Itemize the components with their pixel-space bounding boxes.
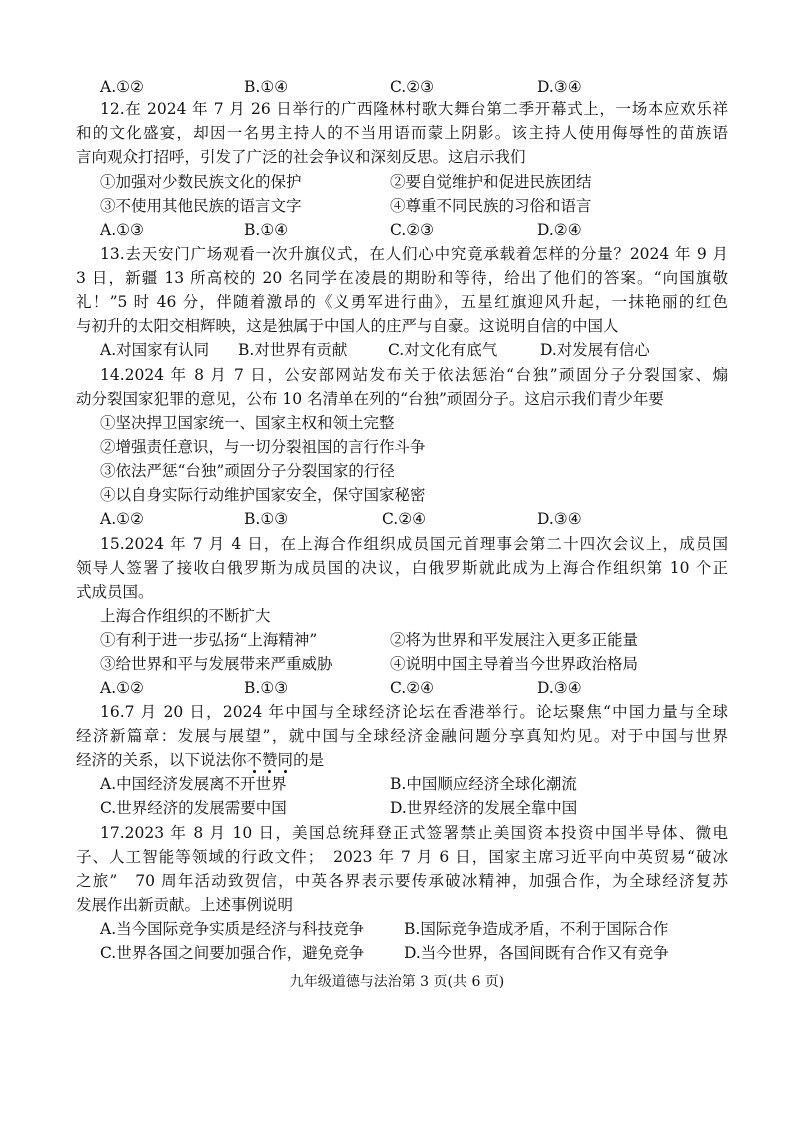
q12-option-a: A.①③ <box>100 221 144 239</box>
q16-stem-pre: 经济的关系，以下说法你 <box>76 751 247 769</box>
q14-statement-4: ④以自身实际行动维护国家安全，保守国家秘密 <box>100 486 426 504</box>
q15-option-d: D.③④ <box>537 679 582 697</box>
q17-stem-line-3: 之旅” 70 周年活动致贺信，中英各界表示要传承破冰精神，加强合作，为全球经济复苏 <box>76 872 728 890</box>
q17-option-a: A.当今国际竞争实质是经济与科技竞争 <box>100 920 365 938</box>
q13-option-b: B.对世界有贡献 <box>238 341 348 359</box>
q12-option-d: D.②④ <box>537 221 582 239</box>
q11-option-c: C.②③ <box>390 78 435 96</box>
q17-stem-line-4: 发展作出新贡献。上述事例说明 <box>76 896 294 914</box>
q14-option-d: D.③④ <box>537 510 582 528</box>
q12-stem-line-2: 和的文化盛宴，却因一名男主持人的不当用语而蒙上阴影。该主持人使用侮辱性的苗族语 <box>76 124 728 142</box>
q16-stem-line-3 <box>76 749 324 771</box>
q11-option-b: B.①④ <box>244 78 289 96</box>
q13-stem-line-3: 礼！”5 时 46 分，伴随着激昂的《义勇军进行曲》，五星红旗迎风升起，一抹艳丽的红色 <box>76 293 728 311</box>
q14-stem-line-1: 14.2024 年 8 月 7 日，公安部网站发布关于依法惩治“台独”顽固分子分裂国家、煽 <box>100 366 728 384</box>
q13-option-d: D.对发展有信心 <box>540 341 650 359</box>
q17-option-b: B.国际竞争造成矛盾，不利于国际合作 <box>404 920 669 938</box>
q15-option-c: C.②④ <box>390 679 435 697</box>
q13-stem-line-4: 与初升的太阳交相辉映，这是独属于中国人的庄严与自豪。这说明自信的中国人 <box>76 317 619 335</box>
q14-statement-3: ③依法严惩“台独”顽固分子分裂国家的行径 <box>100 462 395 480</box>
q14-option-a: A.①② <box>100 510 144 528</box>
q15-option-b: B.①③ <box>244 679 289 697</box>
q15-option-a: A.①② <box>100 679 144 697</box>
q15-statement-4: ④说明中国主导着当今世界政治格局 <box>390 655 639 673</box>
q15-stem-line-3: 式成员国。 <box>76 583 154 601</box>
q17-stem-line-2: 子、人工智能等领域的行政文件； 2023 年 7 月 6 日，国家主席习近平向中英贸易“破冰 <box>76 848 728 866</box>
q17-option-c: C.世界各国之间要加强合作，避免竞争 <box>100 944 365 962</box>
q15-statement-2: ②将为世界和平发展注入更多正能量 <box>390 631 639 649</box>
q16-option-c: C.世界经济的发展需要中国 <box>100 799 287 817</box>
q12-statement-3: ③不使用其他民族的语言文字 <box>100 197 302 215</box>
q12-statement-2: ②要自觉维护和促进民族团结 <box>390 173 592 191</box>
q13-stem-line-1: 13.去天安门广场观看一次升旗仪式，在人们心中究竟承载着怎样的分量？2024 年 9 月 <box>100 245 728 263</box>
q15-stem-line-1: 15.2024 年 7 月 4 日，在上海合作组织成员国元首理事会第二十四次会议上，成员国 <box>100 535 728 553</box>
q16-stem-line-2: 经济新篇章：发展与展望”，就中国与全球经济金融问题分享真知灼见。对于中国与世界 <box>76 727 728 745</box>
q16-stem-line-1: 16.7 月 20 日，2024 年中国与全球经济论坛在香港举行。论坛聚焦“中国力量与全球 <box>100 703 728 721</box>
q16-stem-post: 的是 <box>293 751 325 769</box>
q14-option-b: B.①③ <box>244 510 289 528</box>
q14-stem-line-2: 动分裂国家犯罪的意见，公布 10 名清单在列的“台独”顽固分子。这启示我们青少年要 <box>76 390 664 408</box>
q12-statement-1: ①加强对少数民族文化的保护 <box>100 173 302 191</box>
q16-emphasis-char-1: 不 <box>246 751 263 769</box>
q17-option-d: D.当今世界，各国间既有合作又有竞争 <box>404 944 669 962</box>
q12-statement-4: ④尊重不同民族的习俗和语言 <box>390 197 592 215</box>
q12-stem-line-3: 言向观众打招呼，引发了广泛的社会争议和深刻反思。这启示我们 <box>76 148 526 166</box>
q15-statement-1: ①有利于进一步弘扬“上海精神” <box>100 631 318 649</box>
q15-stem-line-4: 上海合作组织的不断扩大 <box>100 607 271 625</box>
page-footer: 九年级道德与法治第 3 页(共 6 页) <box>289 974 505 990</box>
q11-option-d: D.③④ <box>537 78 582 96</box>
q16-option-b: B.中国顺应经济全球化潮流 <box>390 775 577 793</box>
q15-stem-line-2: 领导人签署了接收白俄罗斯为成员国的决议，白俄罗斯就此成为上海合作组织第 10 个正 <box>76 559 728 577</box>
q14-statement-2: ②增强责任意识，与一切分裂祖国的言行作斗争 <box>100 438 426 456</box>
q16-option-a: A.中国经济发展离不开世界 <box>100 775 287 793</box>
q11-option-a: A.①② <box>100 78 144 96</box>
q14-option-c: C.②④ <box>382 510 427 528</box>
q16-option-d: D.世界经济的发展全靠中国 <box>390 799 578 817</box>
q12-stem-line-1: 12.在 2024 年 7 月 26 日举行的广西隆林村歌大舞台第二季开幕式上，一场本应欢乐祥 <box>100 100 728 118</box>
q13-option-c: C.对文化有底气 <box>388 341 498 359</box>
q17-stem-line-1: 17.2023 年 8 月 10 日，美国总统拜登正式签署禁止美国资本投资中国半导体、微电 <box>100 824 728 842</box>
q13-stem-line-2: 3 日，新疆 13 所高校的 20 名同学在凌晨的期盼和等待，给出了他们的答案。“向国旗敬 <box>76 269 728 287</box>
q12-option-b: B.①④ <box>244 221 289 239</box>
q16-emphasis-char-3: 同 <box>277 751 294 769</box>
q14-statement-1: ①坚决捍卫国家统一、国家主权和领土完整 <box>100 414 395 432</box>
q15-statement-3: ③给世界和平与发展带来严重威胁 <box>100 655 333 673</box>
q13-option-a: A.对国家有认同 <box>100 341 210 359</box>
q12-option-c: C.②③ <box>390 221 435 239</box>
q16-emphasis-char-2: 赞 <box>262 751 278 769</box>
